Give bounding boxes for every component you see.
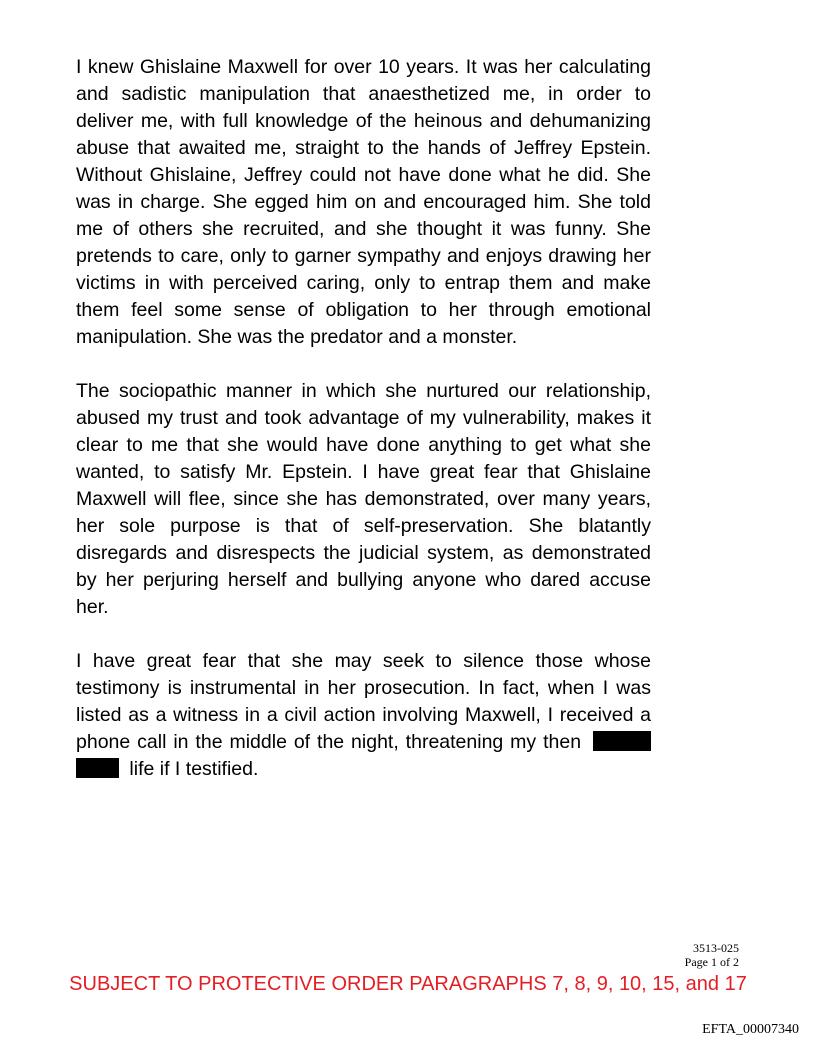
- bates-number: EFTA_00007340: [702, 1022, 799, 1037]
- redaction-box: [593, 731, 651, 751]
- document-reference: [685, 941, 739, 969]
- redaction-box: [76, 758, 119, 778]
- paragraph-3-text-before: I have great fear that she may seek to silence those whose testimony is instrumental in her prosecution. In fact, when I was listed as a witness in a civil action involving Maxwell, I received a phone call in the middle of the night, threatening my then: [76, 650, 651, 753]
- letter-body: [76, 54, 651, 810]
- page-number: Page 1 of 2: [684, 955, 739, 969]
- paragraph-2: The sociopathic manner in which she nurtured our relationship, abused my trust and took advantage of my vulnerability, makes it clear to me that she would have done anything to get what she wanted, to satisfy Mr. Epstein. I have great fear that Ghislaine Maxwell will flee, since she has demonstrated, over many years, her sole purpose is that of self-preservation. She blatantly disregards and disrespects the judicial system, as demonstrated by her perjuring herself and bullying anyone who dared accuse her.: [76, 380, 651, 618]
- paragraph-3-text-after: life if I testified.: [129, 758, 259, 780]
- protective-order-notice: SUBJECT TO PROTECTIVE ORDER PARAGRAPHS 7, 8, 9, 10, 15, and 17: [69, 973, 747, 995]
- paragraph-3: [76, 648, 651, 783]
- paragraph-1: I knew Ghislaine Maxwell for over 10 years. It was her calculating and sadistic manipulation that anaesthetized me, in order to deliver me, with full knowledge of the heinous and dehumanizing abuse that awaited me, straight to the hands of Jeffrey Epstein. Without Ghislaine, Jeffrey could not have done what he did. She was in charge. She egged him on and encouraged him. She told me of others she recruited, and she thought it was funny. She pretends to care, only to garner sympathy and enjoys drawing her victims in with perceived caring, only to entrap them and make them feel some sense of obligation to her through emotional manipulation. She was the predator and a monster.: [76, 56, 651, 348]
- reference-number: 3513-025: [693, 941, 739, 955]
